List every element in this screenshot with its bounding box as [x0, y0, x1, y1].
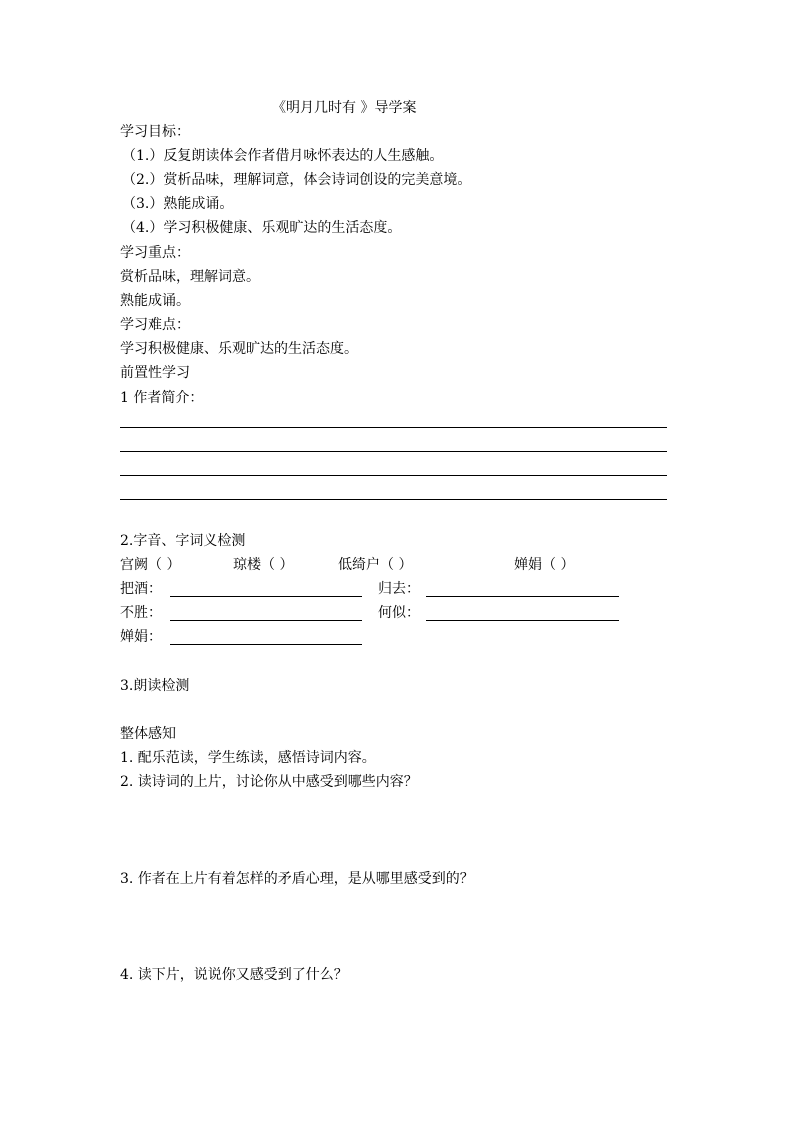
question-2: 2. 读诗词的上片，讨论你从中感受到哪些内容？ [120, 774, 418, 790]
meaning-blank-guiqu [426, 596, 619, 597]
pron-item-chanjuan: 婵娟（ ） [514, 557, 575, 573]
key-point-2: 熟能成诵。 [120, 293, 190, 309]
meaning-blank-busheng [170, 620, 362, 621]
meaning-label-busheng: 不胜： [120, 605, 162, 621]
vocab-heading: 2.字音、字词义检测 [120, 533, 246, 549]
difficulties-heading: 学习难点： [120, 317, 190, 333]
key-point-1: 赏析品味，理解词意。 [120, 269, 260, 285]
difficulty-1: 学习积极健康、乐观旷达的生活态度。 [120, 341, 358, 357]
goals-heading: 学习目标： [120, 124, 190, 140]
pron-item-gongque: 宫阙（ ） [120, 557, 181, 573]
page-title: 《明月几时有 》导学案 [272, 100, 417, 116]
goal-item-1: （1.）反复朗读体会作者借月咏怀表达的人生感触。 [122, 148, 444, 164]
preview-heading: 前置性学习 [120, 365, 190, 381]
meaning-label-hesi: 何似： [378, 605, 420, 621]
pron-item-qionglou: 琼楼（ ） [233, 557, 294, 573]
answer-line-1 [120, 427, 667, 428]
question-1: 1. 配乐范读，学生练读，感悟诗词内容。 [120, 750, 376, 766]
answer-line-4 [120, 499, 667, 500]
goal-item-4: （4.）学习积极健康、乐观旷达的生活态度。 [122, 220, 402, 236]
answer-line-2 [120, 451, 667, 452]
meaning-label-chanjuan: 婵娟： [120, 629, 162, 645]
meaning-label-guiqu: 归去： [378, 581, 420, 597]
question-3: 3. 作者在上片有着怎样的矛盾心理，是从哪里感受到的？ [120, 871, 474, 887]
overall-heading: 整体感知 [120, 726, 176, 742]
key-points-heading: 学习重点： [120, 245, 190, 261]
meaning-blank-chanjuan [170, 644, 362, 645]
meaning-blank-bajiu [170, 596, 362, 597]
goal-item-2: （2.）赏析品味，理解词意，体会诗词创设的完美意境。 [122, 172, 472, 188]
question-4: 4. 读下片，说说你又感受到了什么？ [120, 967, 348, 983]
reading-heading: 3.朗读检测 [120, 678, 190, 694]
author-intro-label: 1 作者简介： [120, 390, 204, 406]
answer-line-3 [120, 475, 667, 476]
meaning-label-bajiu: 把酒： [120, 581, 162, 597]
pron-item-diqihu: 低绮户（ ） [338, 557, 413, 573]
goal-item-3: （3.）熟能成诵。 [122, 196, 234, 212]
meaning-blank-hesi [426, 620, 619, 621]
